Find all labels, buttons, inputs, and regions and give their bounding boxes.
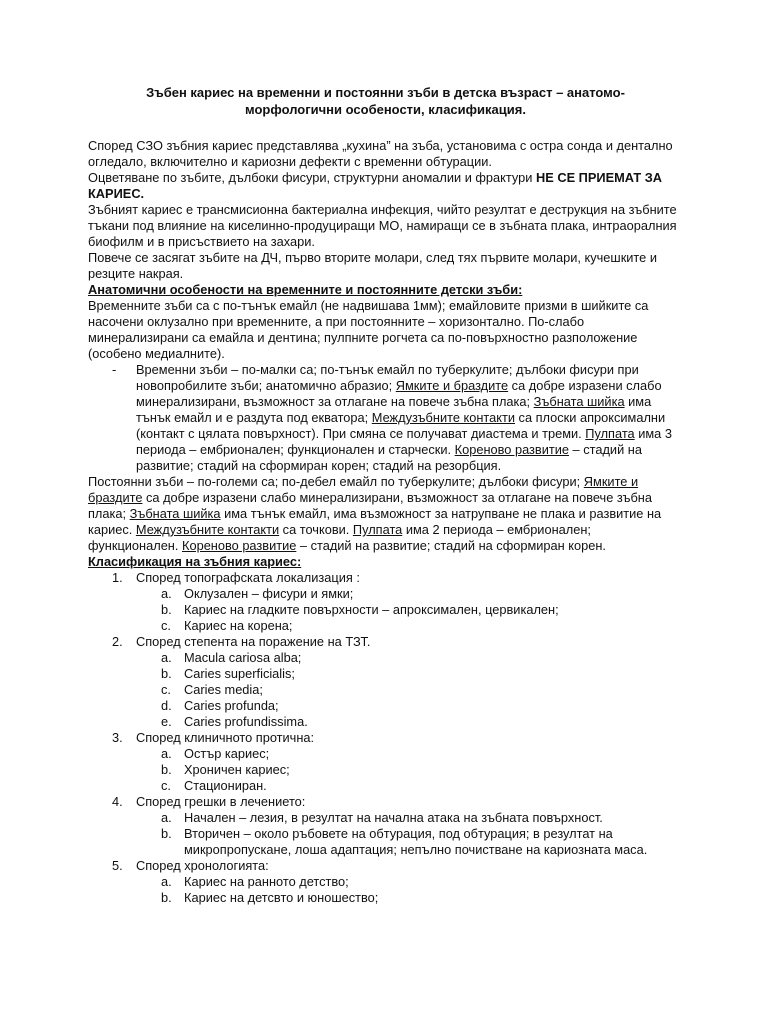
temp-text-1: Временни зъби – по-малки са; по-тънък емайл по туберкулите; дълбоки фисури при новопробилите зъби; анатомично абразио; [136, 362, 639, 393]
sub-item-letter: b. [161, 762, 172, 777]
perm-term-contacts: Междузъбните контакти [135, 522, 280, 537]
sub-item [136, 682, 683, 698]
sub-item [136, 826, 683, 858]
sub-item-letter: d. [161, 698, 172, 713]
temp-term-pits-fissures: Ямките и браздите [395, 378, 509, 393]
sub-item-letter: b. [161, 890, 172, 905]
sub-item [136, 586, 683, 602]
item-label: Според хронологията: [136, 858, 269, 873]
item-number: 2. [112, 634, 123, 649]
sub-item [136, 666, 683, 682]
sub-item-letter: c. [161, 682, 171, 697]
classification-item [88, 570, 683, 634]
sub-item [136, 698, 683, 714]
sub-list [136, 810, 683, 858]
sub-list [136, 874, 683, 906]
sub-item-letter: a. [161, 650, 172, 665]
temp-term-root: Кореново развитие [454, 442, 569, 457]
sub-item [136, 810, 683, 826]
sub-list [136, 746, 683, 794]
sub-list [136, 586, 683, 634]
sub-item-text: Кариес на ранното детство; [184, 874, 349, 889]
classification-list [88, 570, 683, 906]
item-number: 5. [112, 858, 123, 873]
sub-item-letter: a. [161, 874, 172, 889]
sub-item-letter: a. [161, 810, 172, 825]
intro-paragraph-1: Според СЗО зъбния кариес представлява „кухина” на зъба, установима с остра сонда и дентално огледало, включително и кариозни дефекти с временни обтурации. [88, 138, 673, 169]
temp-term-neck: Зъбната шийка [533, 394, 625, 409]
temporary-teeth-item [88, 362, 683, 474]
sub-item-text: Caries profundissima. [184, 714, 308, 729]
sub-item-letter: c. [161, 618, 171, 633]
classification-item [88, 858, 683, 906]
item-number: 3. [112, 730, 123, 745]
anatomy-paragraph-1: Временните зъби са с по-тънък емайл (не надвишава 1мм); емайловите призми в шийките са насочени оклузално при временните, а при постоянните – хоризонтално. По-слабо минерализирани са емайла и дентина; пулпните рогчета са по-повърхностно разположение (особено медиалните). [88, 298, 649, 361]
perm-term-pits-fissures: Ямките и браздите [88, 474, 639, 505]
intro-paragraph-3: Зъбният кариес е трансмисионна бактериална инфекция, чийто резултат е деструкция на зъбните тъкани под влияние на киселинно-продуциращи МО, намиращи се в зъбната плака, интраоралния биофилм и в присъствието на захари. [88, 202, 677, 249]
sub-item-text: Начален – лезия, в резултат на начална атака на зъбната повърхност. [184, 810, 603, 825]
perm-text-5: има 2 периода – ембрионален; функционален. [88, 522, 591, 553]
sub-item [136, 746, 683, 762]
temp-term-contacts: Междузъбните контакти [371, 410, 515, 425]
perm-text-2: са добре изразени слабо минерализирани, възможност за отлагане на повече зъбна плака; [88, 490, 652, 521]
perm-text-6: – стадий на развитие; стадий на сформиран корен. [296, 538, 606, 553]
sub-item-letter: b. [161, 602, 172, 617]
sub-item-text: Caries media; [184, 682, 263, 697]
temp-text-6: – стадий на развитие; стадий на сформиран корен; стадий на резорбция. [136, 442, 642, 473]
sub-item [136, 890, 683, 906]
sub-item [136, 874, 683, 890]
sub-item-text: Вторичен – около ръбовете на обтурация, под обтурация; в резултат на микропропускане, лоша адаптация; непълно почистване на кариозната маса. [184, 826, 648, 857]
classification-heading: Класификация на зъбния кариес: [88, 554, 302, 569]
sub-item-letter: a. [161, 746, 172, 761]
temp-text-3: има тънък емайл и е раздута под екватора; [136, 394, 652, 425]
document-body [88, 84, 683, 906]
sub-item-letter: c. [161, 778, 171, 793]
perm-term-neck: Зъбната шийка [129, 506, 221, 521]
intro-paragraph-2-text: Оцветяване по зъбите, дълбоки фисури, структурни аномалии и фрактури [88, 170, 536, 185]
item-label: Според степента на поражение на ТЗТ. [136, 634, 371, 649]
classification-item [88, 730, 683, 794]
item-number: 4. [112, 794, 123, 809]
temp-term-pulp: Пулпата [585, 426, 635, 441]
intro-paragraph-2-bold: НЕ СЕ ПРИЕМАТ ЗА КАРИЕС. [88, 170, 663, 201]
sub-item-text: Хроничен кариес; [184, 762, 290, 777]
sub-item [136, 762, 683, 778]
permanent-teeth-paragraph [88, 474, 683, 554]
sub-item-letter: b. [161, 826, 172, 841]
sub-item-letter: a. [161, 586, 172, 601]
sub-item-text: Кариес на гладките повърхности – апроксимален, цервикален; [184, 602, 559, 617]
sub-item-text: Кариес на корена; [184, 618, 293, 633]
item-number: 1. [112, 570, 123, 585]
item-label: Според грешки в лечението: [136, 794, 306, 809]
item-label: Според топографската локализация : [136, 570, 360, 585]
temp-text-5: има 3 периода – ембрионален; функционален и старчески. [136, 426, 672, 457]
intro-paragraph-4: Повече се засягат зъбите на ДЧ, първо вторите молари, след тях първите молари, кучешките и резците накрая. [88, 250, 657, 281]
temp-text-2: са добре изразени слабо минерализирани, възможност за отлагане на повече зъбна плака; [136, 378, 662, 409]
sub-item [136, 778, 683, 794]
sub-item-text: Caries superficialis; [184, 666, 295, 681]
perm-text-3: има тънък емайл, има възможност за натрупване не плака и развитие на кариес. [88, 506, 662, 537]
classification-item [88, 634, 683, 730]
sub-item-text: Caries profunda; [184, 698, 279, 713]
sub-item [136, 714, 683, 730]
sub-item [136, 618, 683, 634]
temp-text-4: са плоски апроксимални (контакт с цялата повърхност). При смяна се получават диастема и треми. [136, 410, 666, 441]
document-title: Зъбен кариес на временни и постоянни зъби в детска възраст – анатомо-морфологични особености, класификация. [146, 85, 625, 117]
anatomy-heading: Анатомични особености на временните и постоянните детски зъби: [88, 282, 523, 297]
dash-marker: - [112, 362, 117, 377]
item-label: Според клиничното протична: [136, 730, 315, 745]
sub-item [136, 650, 683, 666]
intro-paragraph-2 [88, 170, 683, 202]
sub-list [136, 650, 683, 730]
sub-item-letter: e. [161, 714, 172, 729]
sub-item [136, 602, 683, 618]
perm-term-root: Кореново развитие [182, 538, 297, 553]
perm-text-1: Постоянни зъби – по-големи са; по-дебел емайл по туберкулите; дълбоки фисури; [88, 474, 584, 489]
sub-item-letter: b. [161, 666, 172, 681]
sub-item-text: Оклузален – фисури и ямки; [184, 586, 354, 601]
perm-term-pulp: Пулпата [352, 522, 403, 537]
perm-text-4: са точкови. [279, 522, 353, 537]
sub-item-text: Кариес на детсвто и юношество; [184, 890, 379, 905]
sub-item-text: Остър кариес; [184, 746, 270, 761]
sub-item-text: Стационирaн. [184, 778, 267, 793]
classification-item [88, 794, 683, 858]
sub-item-text: Macula cariosa alba; [184, 650, 302, 665]
